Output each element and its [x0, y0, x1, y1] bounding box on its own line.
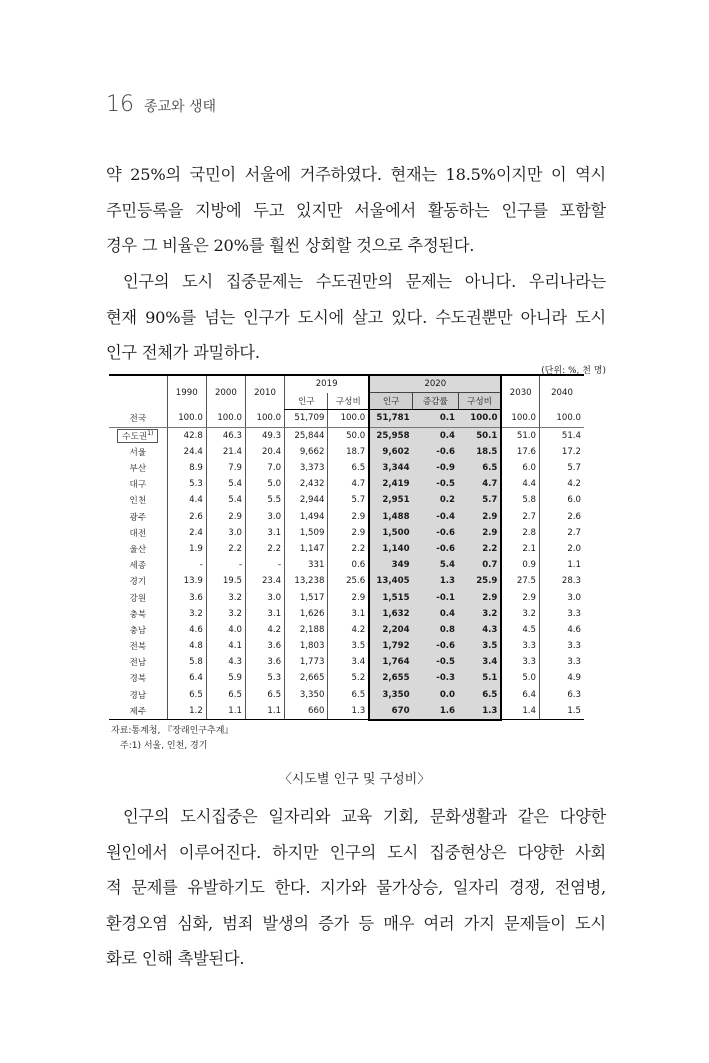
paragraph-line: 인구의 도시집중은 일자리와 교육 기회, 문화생활과 같은 다양한 [123, 807, 606, 826]
cell-r2020: 50.1 [458, 427, 501, 444]
header-1990: 1990 [167, 375, 206, 410]
cell-v2030: 51.0 [501, 427, 539, 444]
header-2020-ratio: 구성비 [458, 393, 501, 410]
region-cell [109, 492, 167, 508]
table-source: 자료:통계청, 『장래인구추계』 [111, 726, 234, 736]
cell-v2010: 3.0 [245, 589, 284, 605]
cell-c2020: -0.1 [413, 589, 458, 605]
table-row [109, 703, 584, 720]
cell-p2019: 51,709 [285, 410, 328, 427]
region-cell [109, 476, 167, 492]
table-row [109, 509, 584, 525]
cell-v2000: 5.4 [206, 492, 245, 508]
cell-v2030: 100.0 [501, 410, 539, 427]
cell-r2019: 100.0 [328, 410, 369, 427]
cell-p2019: 2,432 [285, 476, 328, 492]
paragraph-3 [106, 799, 606, 977]
cell-r2019: 2.2 [328, 541, 369, 557]
region-label: 경기 [129, 577, 147, 588]
region-cell [109, 557, 167, 573]
cell-v2000: 4.1 [206, 638, 245, 654]
cell-v2000: 19.5 [206, 573, 245, 589]
cell-v2000: 5.4 [206, 476, 245, 492]
table-row [109, 460, 584, 476]
region-cell [109, 573, 167, 589]
cell-c2020: 0.1 [413, 410, 458, 427]
cell-p2019: 1,803 [285, 638, 328, 654]
region-cell [109, 654, 167, 670]
region-label: 세종 [129, 561, 147, 572]
cell-v2000: 3.0 [206, 525, 245, 541]
cell-v2030: 4.4 [501, 476, 539, 492]
cell-r2020: 4.7 [458, 476, 501, 492]
cell-v1990: 2.4 [167, 525, 206, 541]
cell-v2000: 2.2 [206, 541, 245, 557]
region-cell [109, 638, 167, 654]
cell-c2020: 0.2 [413, 492, 458, 508]
cell-c2020: 0.0 [413, 687, 458, 703]
paragraph-2 [106, 264, 606, 371]
cell-r2020: 2.2 [458, 541, 501, 557]
cell-v2040: 6.3 [540, 687, 585, 703]
cell-r2019: 4.7 [328, 476, 369, 492]
cell-v2000: 2.9 [206, 509, 245, 525]
cell-v2030: 2.7 [501, 509, 539, 525]
header-region [109, 375, 167, 410]
cell-p2019: 3,373 [285, 460, 328, 476]
cell-r2020: 4.3 [458, 622, 501, 638]
cell-p2019: 660 [285, 703, 328, 720]
cell-v2000: 1.1 [206, 703, 245, 720]
cell-v2010: 3.0 [245, 509, 284, 525]
cell-v2010: 3.1 [245, 606, 284, 622]
cell-p2020: 2,951 [369, 492, 412, 508]
cell-p2020: 3,350 [369, 687, 412, 703]
cell-p2020: 1,140 [369, 541, 412, 557]
cell-v2030: 2.9 [501, 589, 539, 605]
cell-v2040: 17.2 [540, 444, 585, 460]
table-row [109, 589, 584, 605]
cell-p2019: 2,188 [285, 622, 328, 638]
region-cell [109, 622, 167, 638]
cell-v2030: 3.3 [501, 638, 539, 654]
table-row [109, 427, 584, 444]
region-cell [109, 410, 167, 427]
cell-v2040: 100.0 [540, 410, 585, 427]
cell-p2020: 2,204 [369, 622, 412, 638]
cell-v2030: 27.5 [501, 573, 539, 589]
cell-v2040: 1.1 [540, 557, 585, 573]
cell-r2020: 2.9 [458, 589, 501, 605]
table-footnote: 주:1) 서울, 인천, 경기 [120, 741, 208, 751]
header-2020: 2020 [369, 375, 501, 393]
cell-v2000: 46.3 [206, 427, 245, 444]
cell-r2019: 2.9 [328, 525, 369, 541]
header-2020-change: 증감률 [413, 393, 458, 410]
cell-v2000: 6.5 [206, 687, 245, 703]
cell-r2019: 18.7 [328, 444, 369, 460]
cell-v1990: 4.8 [167, 638, 206, 654]
region-cell [109, 670, 167, 686]
cell-c2020: -0.6 [413, 525, 458, 541]
region-label: 울산 [129, 544, 147, 555]
table-row [109, 687, 584, 703]
cell-v2010: 5.3 [245, 670, 284, 686]
region-label: 경북 [129, 674, 147, 685]
header-2010: 2010 [245, 375, 284, 410]
region-label: 강원 [129, 593, 147, 604]
table-row [109, 541, 584, 557]
cell-v1990: 4.6 [167, 622, 206, 638]
region-label: 부산 [129, 464, 147, 475]
cell-p2019: 13,238 [285, 573, 328, 589]
paragraph-line: 인구의 도시 집중문제는 수도권만의 문제는 아니다. 우리나라는 [123, 272, 606, 291]
cell-v2030: 3.2 [501, 606, 539, 622]
cell-p2019: 9,662 [285, 444, 328, 460]
cell-r2019: 25.6 [328, 573, 369, 589]
table-row [109, 606, 584, 622]
region-cell [109, 541, 167, 557]
cell-p2020: 51,781 [369, 410, 412, 427]
region-cell [109, 460, 167, 476]
paragraph-line: 약 25%의 국민이 서울에 거주하였다. 현재는 18.5%이지만 이 역시 [106, 165, 606, 184]
cell-c2020: -0.9 [413, 460, 458, 476]
table-row [109, 444, 584, 460]
cell-v2010: 6.5 [245, 687, 284, 703]
cell-v2010: 23.4 [245, 573, 284, 589]
cell-p2019: 2,665 [285, 670, 328, 686]
cell-v2040: 4.6 [540, 622, 585, 638]
cell-r2019: 3.4 [328, 654, 369, 670]
cell-r2020: 100.0 [458, 410, 501, 427]
cell-v2030: 2.8 [501, 525, 539, 541]
cell-p2020: 3,344 [369, 460, 412, 476]
cell-v2000: 100.0 [206, 410, 245, 427]
table-row [109, 670, 584, 686]
cell-c2020: -0.5 [413, 476, 458, 492]
header-2000: 2000 [206, 375, 245, 410]
table-row [109, 573, 584, 589]
cell-v2010: 5.0 [245, 476, 284, 492]
cell-p2019: 25,844 [285, 427, 328, 444]
region-label: 제주 [129, 707, 147, 718]
paragraph-line: 적 문제를 유발하기도 한다. 지가와 물가상승, 일자리 경쟁, 전염병, [106, 878, 606, 897]
cell-v1990: 3.6 [167, 589, 206, 605]
cell-v2010: 3.1 [245, 525, 284, 541]
table-row [109, 638, 584, 654]
cell-v2000: 3.2 [206, 606, 245, 622]
cell-c2020: -0.6 [413, 638, 458, 654]
cell-v2040: 4.2 [540, 476, 585, 492]
cell-v2040: 4.9 [540, 670, 585, 686]
cell-p2019: 1,517 [285, 589, 328, 605]
cell-r2019: 3.1 [328, 606, 369, 622]
page-number: 16 [106, 92, 134, 117]
region-cell [109, 525, 167, 541]
region-box [117, 429, 158, 443]
cell-c2020: -0.3 [413, 670, 458, 686]
region-label: 수도권 [122, 431, 148, 442]
cell-v2040: 51.4 [540, 427, 585, 444]
paragraph-line: 원인에서 이루어진다. 하지만 인구의 도시 집중현상은 다양한 사회 [106, 842, 606, 862]
cell-p2020: 1,632 [369, 606, 412, 622]
cell-v2040: 3.3 [540, 606, 585, 622]
cell-p2020: 13,405 [369, 573, 412, 589]
region-label: 전국 [129, 414, 147, 425]
table-notes [111, 724, 233, 754]
cell-p2020: 1,792 [369, 638, 412, 654]
cell-v1990: 6.5 [167, 687, 206, 703]
table-row [109, 654, 584, 670]
region-cell [109, 606, 167, 622]
cell-v1990: 42.8 [167, 427, 206, 444]
paragraph-line: 화로 인해 촉발된다. [106, 949, 245, 968]
header-2040: 2040 [540, 375, 585, 410]
region-cell [109, 427, 167, 444]
cell-v1990: 100.0 [167, 410, 206, 427]
cell-r2020: 25.9 [458, 573, 501, 589]
cell-v2010: 3.6 [245, 638, 284, 654]
cell-v2040: 5.7 [540, 460, 585, 476]
cell-v2000: 5.9 [206, 670, 245, 686]
cell-v2040: 3.0 [540, 589, 585, 605]
table-body [109, 410, 584, 720]
cell-p2019: 2,944 [285, 492, 328, 508]
cell-r2020: 1.3 [458, 703, 501, 720]
region-label: 인천 [129, 496, 147, 507]
cell-p2020: 1,500 [369, 525, 412, 541]
region-cell [109, 589, 167, 605]
cell-v2010: 5.5 [245, 492, 284, 508]
cell-r2019: 6.5 [328, 687, 369, 703]
region-label: 전남 [129, 658, 147, 669]
cell-p2019: 1,147 [285, 541, 328, 557]
cell-c2020: -0.6 [413, 444, 458, 460]
cell-c2020: 0.8 [413, 622, 458, 638]
cell-v2010: 20.4 [245, 444, 284, 460]
cell-v2000: 4.3 [206, 654, 245, 670]
cell-v2000: 21.4 [206, 444, 245, 460]
cell-v2030: 0.9 [501, 557, 539, 573]
cell-r2020: 3.2 [458, 606, 501, 622]
cell-v1990: 13.9 [167, 573, 206, 589]
paragraph-line: 현재 90%를 넘는 인구가 도시에 살고 있다. 수도권뿐만 아니라 도시 [106, 307, 606, 327]
region-cell [109, 509, 167, 525]
cell-v2030: 2.1 [501, 541, 539, 557]
cell-v1990: 3.2 [167, 606, 206, 622]
cell-p2020: 349 [369, 557, 412, 573]
cell-v2030: 4.5 [501, 622, 539, 638]
cell-v1990: 5.8 [167, 654, 206, 670]
cell-r2020: 6.5 [458, 460, 501, 476]
cell-c2020: 0.4 [413, 427, 458, 444]
region-label: 충북 [129, 609, 147, 620]
cell-v1990: 8.9 [167, 460, 206, 476]
cell-r2019: 6.5 [328, 460, 369, 476]
cell-c2020: -0.4 [413, 509, 458, 525]
header-2020-pop: 인구 [369, 393, 412, 410]
table-row [109, 557, 584, 573]
cell-v1990: 1.2 [167, 703, 206, 720]
region-cell [109, 703, 167, 720]
cell-v2000: - [206, 557, 245, 573]
cell-v2030: 3.3 [501, 654, 539, 670]
paragraph-line: 환경오염 심화, 범죄 발생의 증가 등 매우 여러 가지 문제들이 도시 [106, 913, 606, 933]
cell-v2040: 28.3 [540, 573, 585, 589]
cell-v2040: 3.3 [540, 638, 585, 654]
cell-r2019: 3.5 [328, 638, 369, 654]
cell-v2000: 7.9 [206, 460, 245, 476]
cell-c2020: -0.5 [413, 654, 458, 670]
cell-v2040: 2.0 [540, 541, 585, 557]
table-row [109, 492, 584, 508]
cell-v1990: 6.4 [167, 670, 206, 686]
paragraph-1 [106, 157, 606, 264]
table-row [109, 410, 584, 427]
cell-v1990: 24.4 [167, 444, 206, 460]
cell-v2010: 100.0 [245, 410, 284, 427]
header-2030: 2030 [501, 375, 539, 410]
cell-p2019: 1,509 [285, 525, 328, 541]
cell-p2020: 1,764 [369, 654, 412, 670]
cell-p2019: 331 [285, 557, 328, 573]
cell-c2020: 1.6 [413, 703, 458, 720]
region-label: 경남 [129, 690, 147, 701]
cell-v2000: 3.2 [206, 589, 245, 605]
cell-r2020: 2.9 [458, 525, 501, 541]
table-row [109, 525, 584, 541]
cell-p2020: 2,419 [369, 476, 412, 492]
cell-p2020: 25,958 [369, 427, 412, 444]
cell-v1990: - [167, 557, 206, 573]
region-label: 대구 [129, 480, 147, 491]
cell-r2019: 2.9 [328, 589, 369, 605]
cell-r2019: 5.7 [328, 492, 369, 508]
cell-p2020: 1,515 [369, 589, 412, 605]
region-label: 서울 [129, 447, 147, 458]
cell-r2020: 18.5 [458, 444, 501, 460]
region-cell [109, 687, 167, 703]
header-2019: 2019 [285, 375, 370, 393]
cell-r2020: 3.5 [458, 638, 501, 654]
cell-v1990: 5.3 [167, 476, 206, 492]
cell-v2010: 3.6 [245, 654, 284, 670]
cell-p2020: 1,488 [369, 509, 412, 525]
cell-r2019: 4.2 [328, 622, 369, 638]
cell-v2000: 4.0 [206, 622, 245, 638]
cell-r2020: 5.1 [458, 670, 501, 686]
cell-r2019: 1.3 [328, 703, 369, 720]
cell-r2019: 5.2 [328, 670, 369, 686]
cell-p2019: 1,494 [285, 509, 328, 525]
cell-v2030: 6.0 [501, 460, 539, 476]
cell-r2020: 2.9 [458, 509, 501, 525]
paragraph-line: 주민등록을 지방에 두고 있지만 서울에서 활동하는 인구를 포함할 [106, 200, 606, 220]
region-cell [109, 444, 167, 460]
cell-v2040: 2.7 [540, 525, 585, 541]
region-label: 전북 [129, 642, 147, 653]
cell-v2030: 5.8 [501, 492, 539, 508]
paragraph-line: 인구 전체가 과밀하다. [106, 343, 260, 362]
table-row [109, 622, 584, 638]
cell-r2020: 6.5 [458, 687, 501, 703]
cell-v2030: 5.0 [501, 670, 539, 686]
cell-r2020: 5.7 [458, 492, 501, 508]
header-2019-ratio: 구성비 [328, 393, 369, 410]
cell-p2019: 1,626 [285, 606, 328, 622]
cell-v2010: 7.0 [245, 460, 284, 476]
cell-v1990: 2.6 [167, 509, 206, 525]
table-row [109, 476, 584, 492]
cell-v2010: 49.3 [245, 427, 284, 444]
cell-c2020: 0.4 [413, 606, 458, 622]
cell-v2030: 1.4 [501, 703, 539, 720]
cell-v2010: 2.2 [245, 541, 284, 557]
page-header [106, 92, 216, 117]
cell-c2020: 1.3 [413, 573, 458, 589]
chapter-title: 종교와 생태 [144, 99, 217, 115]
region-label: 대전 [129, 528, 147, 539]
cell-v2030: 6.4 [501, 687, 539, 703]
paragraph-line: 경우 그 비율은 20%를 훨씬 상회할 것으로 추정된다. [106, 236, 475, 255]
cell-v2030: 17.6 [501, 444, 539, 460]
table-unit: (단위: %, 천 명) [541, 366, 606, 376]
cell-v2010: 4.2 [245, 622, 284, 638]
cell-r2020: 3.4 [458, 654, 501, 670]
cell-c2020: 5.4 [413, 557, 458, 573]
table-caption: 〈시도별 인구 및 구성비〉 [278, 772, 431, 787]
cell-p2019: 3,350 [285, 687, 328, 703]
region-label: 광주 [129, 512, 147, 523]
cell-p2019: 1,773 [285, 654, 328, 670]
cell-v1990: 1.9 [167, 541, 206, 557]
cell-r2020: 0.7 [458, 557, 501, 573]
cell-p2020: 670 [369, 703, 412, 720]
cell-v1990: 4.4 [167, 492, 206, 508]
cell-v2010: - [245, 557, 284, 573]
cell-v2010: 1.1 [245, 703, 284, 720]
cell-v2040: 1.5 [540, 703, 585, 720]
cell-r2019: 2.9 [328, 509, 369, 525]
population-table [109, 374, 584, 721]
cell-v2040: 3.3 [540, 654, 585, 670]
cell-v2040: 2.6 [540, 509, 585, 525]
region-label: 충남 [129, 625, 147, 636]
cell-p2020: 9,602 [369, 444, 412, 460]
cell-r2019: 50.0 [328, 427, 369, 444]
cell-r2019: 0.6 [328, 557, 369, 573]
cell-c2020: -0.6 [413, 541, 458, 557]
cell-v2040: 6.0 [540, 492, 585, 508]
cell-p2020: 2,655 [369, 670, 412, 686]
header-2019-pop: 인구 [285, 393, 328, 410]
footnote-marker: 1) [147, 429, 154, 437]
